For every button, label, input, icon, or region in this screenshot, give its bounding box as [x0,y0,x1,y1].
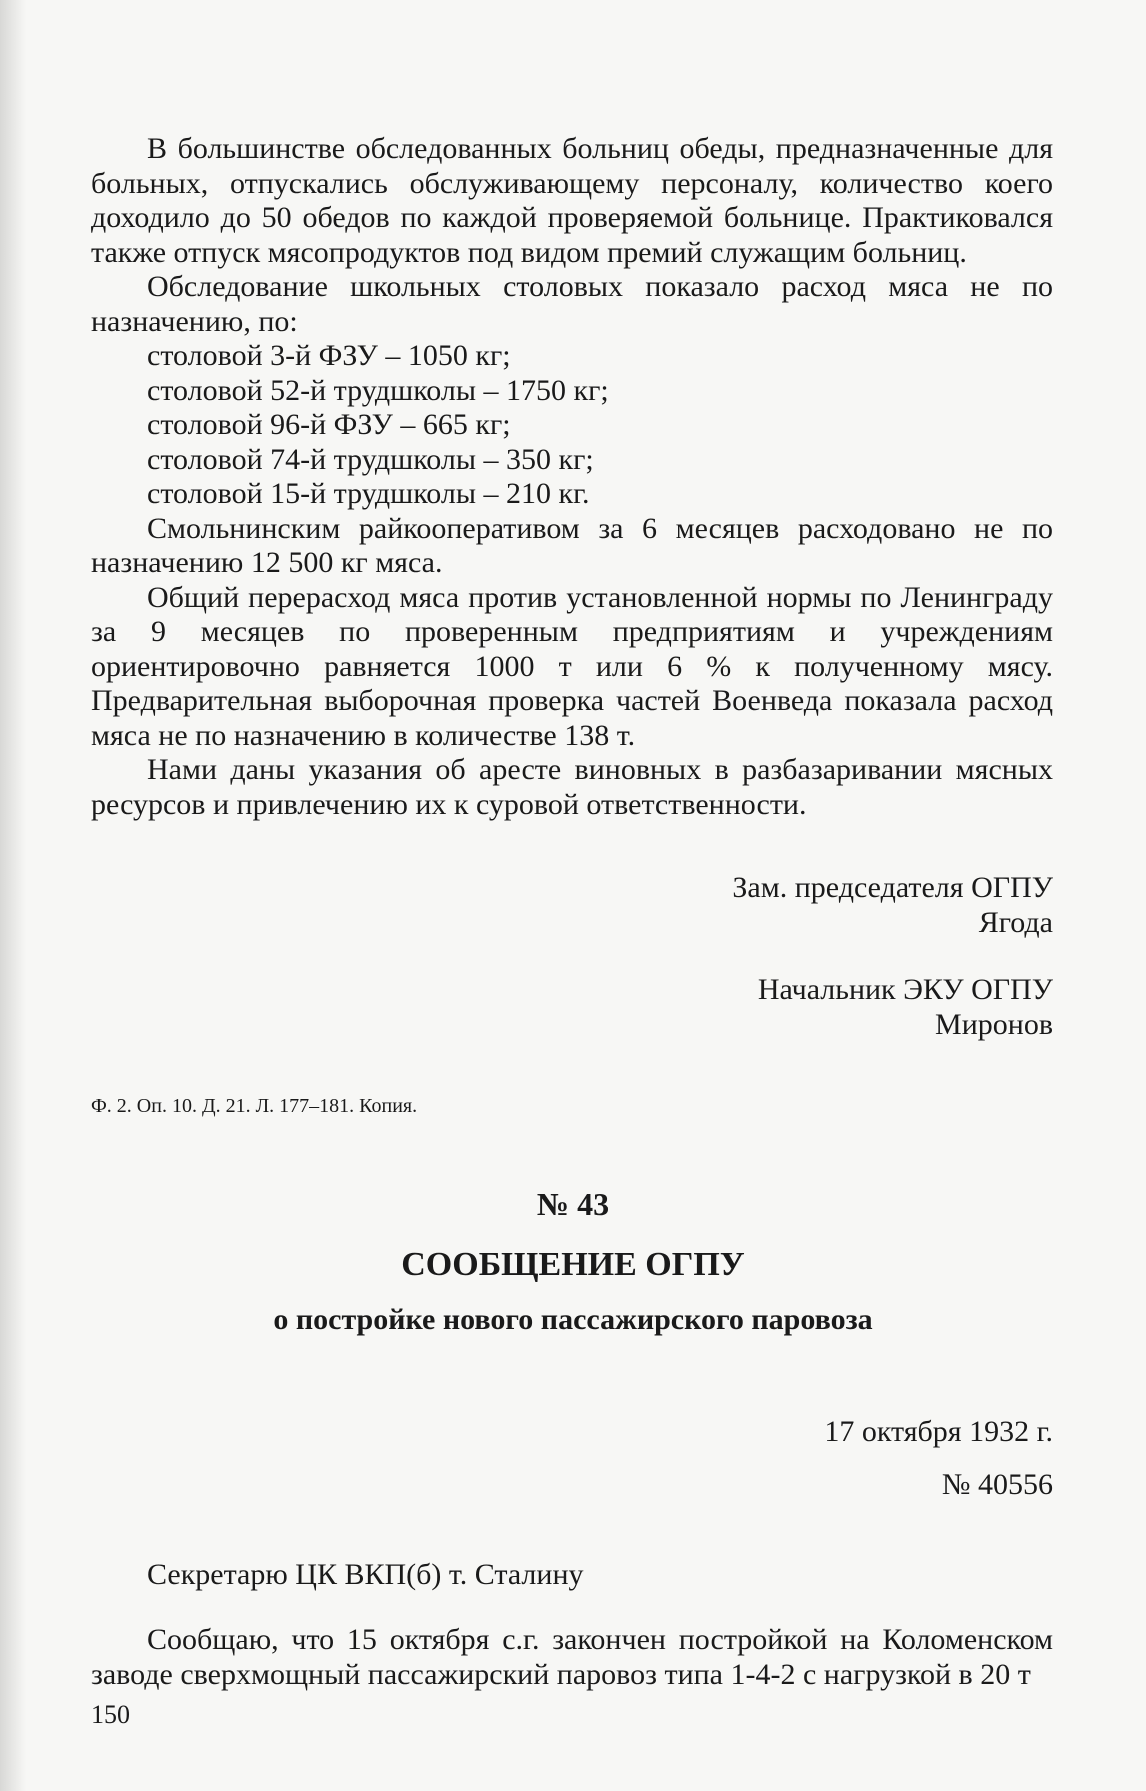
document-date: 17 октября 1932 г. [824,1415,1053,1448]
binding-shadow [0,0,26,1791]
signature-block-2 [91,973,1053,1042]
signature-name: Ягода [978,905,1053,939]
archive-reference: Ф. 2. Оп. 10. Д. 21. Л. 177–181. Копия. [91,1095,418,1117]
date-block [91,1415,1053,1450]
signature-block-1 [91,871,1053,940]
addressee: Секретарю ЦК ВКП(б) т. Сталину [147,1558,584,1591]
reg-number-block [91,1468,1053,1503]
list-item: столовой 52-й трудшколы – 1750 кг; [147,373,609,407]
signature-title: Начальник ЭКУ ОГПУ [757,973,1053,1006]
registration-number: № 40556 [941,1468,1053,1501]
paragraph-school-canteens: Обследование школьных столовых показало расход мяса не по назначению, по: [91,270,1053,338]
addressee-block [91,1558,1053,1593]
list-item: столовой 15-й трудшколы – 210 кг. [147,477,590,510]
paragraph-overspend: Общий перерасход мяса против установленной нормы по Ленинграду за 9 месяцев по проверенным предприятиям и учреждениям ориентировочно равняется 1000 т или 6 % к полученному мясу. Предварительная выборочная проверка частей Военведа показала расход мяса не по назначению в количестве 138 т. [91,580,1053,752]
page-number: 150 [91,1700,130,1729]
paragraph-smolninsky: Смольнинским райкооперативом за 6 месяцев расходовано не по назначению 12 500 кг мяса. [91,511,1053,579]
list-item: столовой 3-й ФЗУ – 1050 кг; [147,339,511,372]
document-subtitle: о постройке нового пассажирского паровоза [273,1303,873,1336]
paragraph-hospitals: В большинстве обследованных больниц обеды, предназначенные для больных, отпускались обслуживающему персоналу, количество коего доходило до 50 обедов по каждой проверяемой больнице. Практиковался также отпуск мясопродуктов под видом премий служащим больниц. [91,132,1053,269]
signature-name: Миронов [935,1007,1053,1041]
document-title: СООБЩЕНИЕ ОГПУ [401,1246,745,1283]
list-item: столовой 74-й трудшколы – 350 кг; [147,442,594,476]
list-item: столовой 96-й ФЗУ – 665 кг; [147,408,511,441]
letter-body [91,1623,1053,1692]
letter-body-text: Сообщаю, что 15 октября с.г. закончен постройкой на Коломенском заводе сверхмощный пассажирский паровоз типа 1-4-2 с нагрузкой в 20 т [91,1623,1053,1691]
paragraph-arrest: Нами даны указания об аресте виновных в разбазаривании мясных ресурсов и привлечению их к суровой ответственности. [91,753,1053,821]
document-number: № 43 [536,1186,610,1222]
signature-title: Зам. председателя ОГПУ [732,871,1053,904]
main-text [91,132,1053,822]
